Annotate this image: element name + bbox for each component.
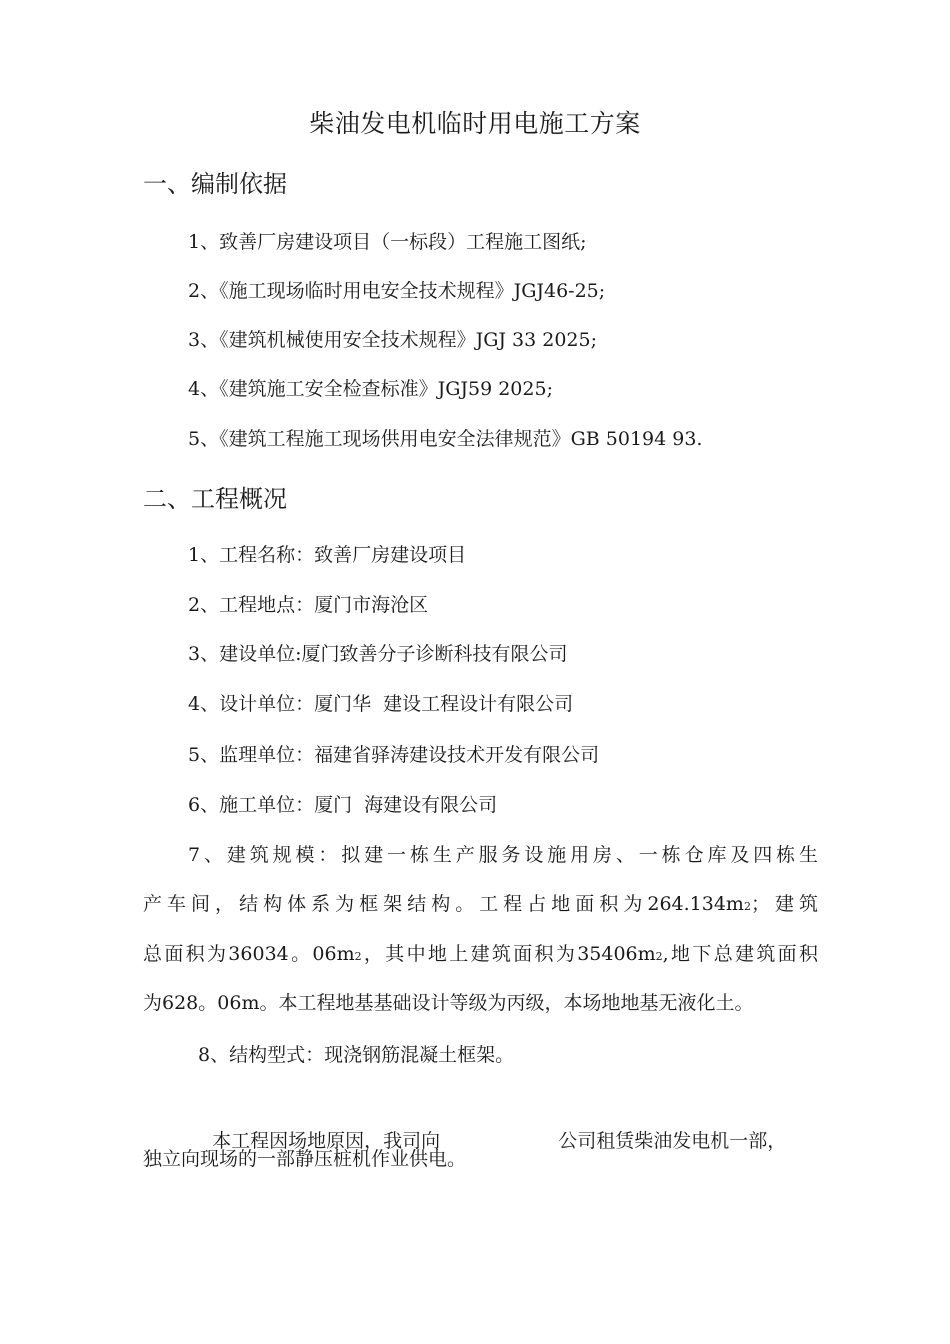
- scale-text-3a: 总面积为36034。06m: [143, 943, 355, 965]
- scale-text-2b: ；建筑: [750, 893, 818, 915]
- scale-text-3b: ，其中地上建筑面积为35406m: [361, 943, 656, 965]
- overview-item-6: 6、施工单位：厦门 海建设有限公司: [188, 794, 498, 816]
- lease-text-a: 本工程因场地原因，我司向: [212, 1130, 441, 1152]
- basis-item-2: 2、《施工现场临时用电安全技术规程》JGJ46-25;: [188, 280, 606, 302]
- scale-line-3: [143, 939, 818, 972]
- document-title: 柴油发电机临时用电施工方案: [309, 109, 641, 138]
- basis-item-3: 3、《建筑机械使用安全技术规程》JGJ 33 2025;: [188, 329, 598, 351]
- superscript-2: 2: [354, 950, 362, 963]
- lease-text-b: 公司租赁柴油发电机一部，: [558, 1130, 787, 1152]
- overview-item-5: 5、监理单位：福建省驿涛建设技术开发有限公司: [188, 744, 600, 766]
- lease-paragraph-line-2: 独立向现场的一部静压桩机作业供电。: [143, 1148, 467, 1170]
- superscript-2: 2: [743, 900, 751, 913]
- scale-line-4: 为628。06m。本工程地基基础设计等级为丙级，本场地地基无液化土。: [143, 992, 754, 1014]
- structure-type: 8、结构型式：现浇钢筋混凝土框架。: [198, 1044, 515, 1066]
- section-heading-basis: 一、编制依据: [143, 170, 287, 198]
- section-heading-overview: 二、工程概况: [143, 485, 287, 513]
- scale-text-3c: ,地下总建筑面积: [662, 943, 818, 965]
- overview-item-2: 2、工程地点：厦门市海沧区: [188, 594, 429, 616]
- overview-item-1: 1、工程名称：致善厂房建设项目: [188, 544, 467, 566]
- overview-item-4: 4、设计单位：厦门华 建设工程设计有限公司: [188, 693, 574, 715]
- scale-line-2: [143, 889, 818, 922]
- basis-item-1: 1、致善厂房建设项目（一标段）工程施工图纸;: [188, 231, 587, 253]
- basis-item-4: 4、《建筑施工安全检查标准》JGJ59 2025;: [188, 378, 553, 400]
- basis-item-5: 5、《建筑工程施工现场供用电安全法律规范》GB 50194 93.: [188, 428, 703, 450]
- superscript-2: 2: [655, 950, 663, 963]
- scale-text-2a: 产车间，结构体系为框架结构。工程占地面积为264.134m: [143, 893, 744, 915]
- overview-item-3: 3、建设单位:厦门致善分子诊断科技有限公司: [188, 643, 568, 665]
- scale-line-1: [188, 840, 818, 870]
- scale-text-1: 7、建筑规模：拟建一栋生产服务设施用房、一栋仓库及四栋生: [188, 844, 818, 866]
